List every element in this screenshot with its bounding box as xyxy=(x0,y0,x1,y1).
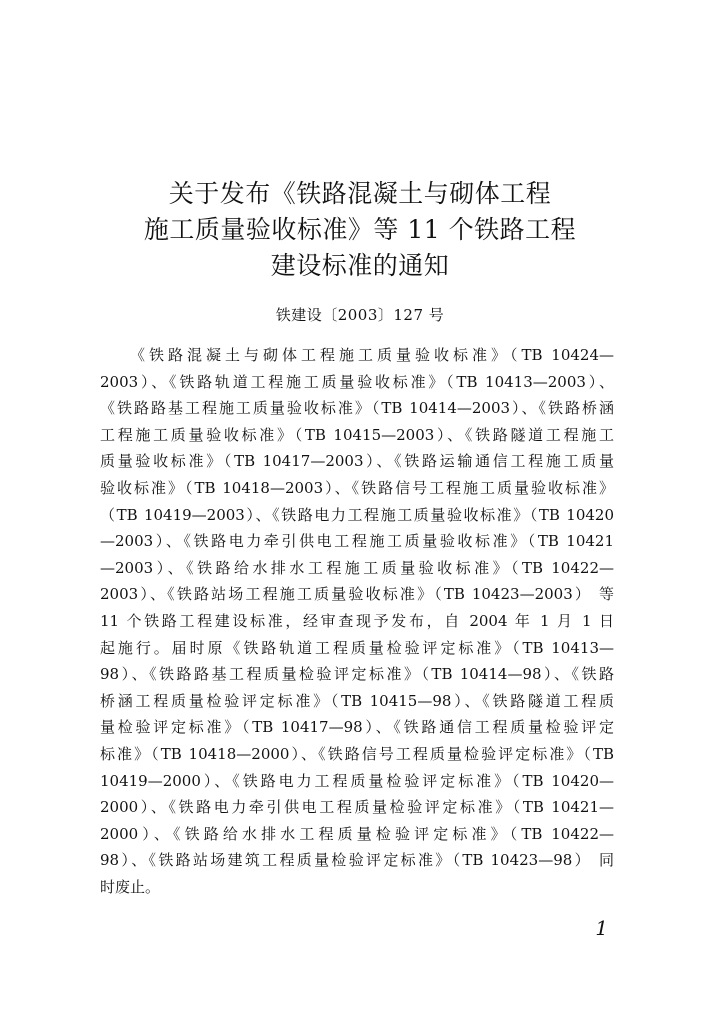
body-line: —2003）、《铁路电力牵引供电工程施工质量验收标准》（TB 10421 xyxy=(100,532,614,551)
body-line: 量检验评定标准》（TB 10417—98）、《铁路通信工程质量检验评定 xyxy=(100,718,614,737)
body-line: 桥涵工程质量检验评定标准》（TB 10415—98）、《铁路隧道工程质 xyxy=(100,691,614,710)
document-body xyxy=(100,342,614,900)
body-line: 工程施工质量验收标准》（TB 10415—2003）、《铁路隧道工程施工 xyxy=(100,425,614,444)
title-line: 建设标准的通知 xyxy=(270,251,450,280)
body-line: 标准》（TB 10418—2000）、《铁路信号工程质量检验评定标准》（TB xyxy=(100,744,614,763)
page-number: 1 xyxy=(595,916,608,940)
title-line: 关于发布《铁路混凝土与砌体工程 xyxy=(168,179,552,208)
body-line: 10419—2000）、《铁路电力工程质量检验评定标准》（TB 10420— xyxy=(100,771,614,790)
body-line: 2000）、《铁路给水排水工程质量检验评定标准》（TB 10422— xyxy=(100,824,614,843)
body-line: 2003）、《铁路轨道工程施工质量验收标准》（TB 10413—2003）、 xyxy=(100,372,614,391)
document-number: 铁建设〔2003〕127 号 xyxy=(275,306,445,324)
body-line: —2003）、《铁路给水排水工程施工质量验收标准》（TB 10422— xyxy=(100,558,614,577)
body-line: （TB 10419—2003）、《铁路电力工程施工质量验收标准》（TB 10420 xyxy=(100,505,614,524)
title-line: 施工质量验收标准》等 11 个铁路工程 xyxy=(143,215,577,244)
document-title xyxy=(90,176,630,284)
body-line: 质量验收标准》（TB 10417—2003）、《铁路运输通信工程施工质量 xyxy=(100,452,614,471)
body-line: 2000）、《铁路电力牵引供电工程质量检验评定标准》（TB 10421— xyxy=(100,798,614,817)
body-line: 《铁路路基工程施工质量验收标准》（TB 10414—2003）、《铁路桥涵 xyxy=(100,399,614,418)
body-line: 2003）、《铁路站场工程施工质量验收标准》（TB 10423—2003） 等 xyxy=(100,585,614,604)
body-line: 98）、《铁路站场建筑工程质量检验评定标准》（TB 10423—98） 同 xyxy=(100,851,614,870)
body-line: 11 个铁路工程建设标准，经审查现予发布，自 2004 年 1 月 1 日 xyxy=(100,611,614,630)
body-line: 《铁路混凝土与砌体工程施工质量验收标准》（TB 10424— xyxy=(130,346,614,364)
body-line: 98）、《铁路路基工程质量检验评定标准》（TB 10414—98）、《铁路 xyxy=(100,665,614,684)
body-line: 时废止。 xyxy=(100,877,161,896)
body-line: 验收标准》（TB 10418—2003）、《铁路信号工程施工质量验收标准》 xyxy=(100,478,614,497)
body-line: 起施行。届时原《铁路轨道工程质量检验评定标准》（TB 10413— xyxy=(100,638,614,657)
